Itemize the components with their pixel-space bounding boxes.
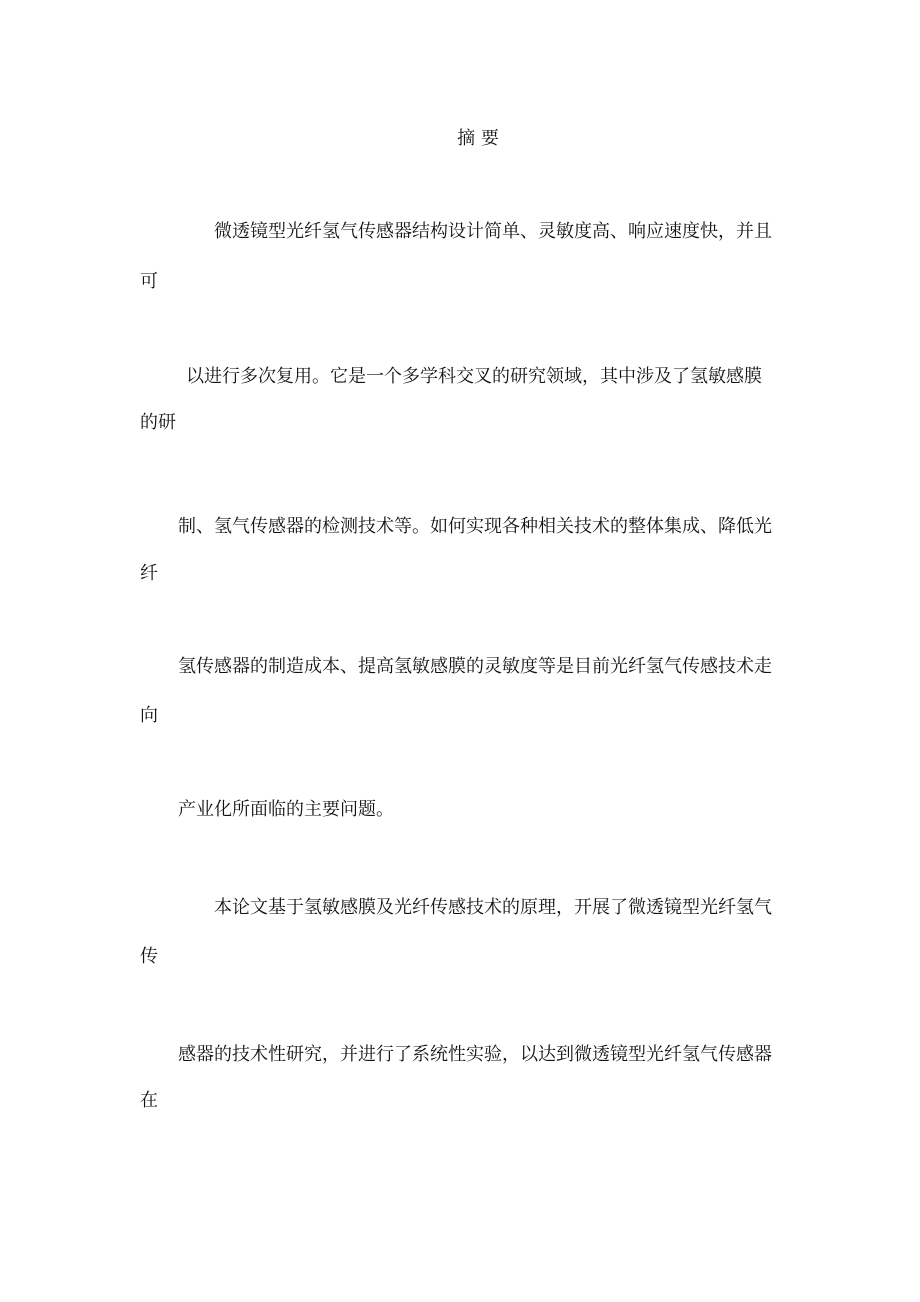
text-line-4: 的研 (140, 412, 176, 433)
text-line-10: 本论文基于氢敏感膜及光纤传感技术的原理，开展了微透镜型光纤氢气 (214, 897, 772, 918)
text-line-6: 纤 (140, 563, 158, 584)
text-line-8: 向 (140, 705, 158, 726)
text-line-9: 产业化所面临的主要问题。 (178, 799, 394, 820)
text-line-5: 制、氢气传感器的检测技术等。如何实现各种相关技术的整体集成、降低光 (178, 516, 772, 537)
text-line-11: 传 (140, 946, 158, 967)
text-line-13: 在 (140, 1090, 158, 1111)
text-line-1: 微透镜型光纤氢气传感器结构设计简单、灵敏度高、响应速度快，并且 (214, 221, 772, 242)
text-line-3: 以进行多次复用。它是一个多学科交叉的研究领域，其中涉及了氢敏感膜 (186, 366, 762, 387)
text-line-12: 感器的技术性研究，并进行了系统性实验，以达到微透镜型光纤氢气传感器 (178, 1044, 772, 1065)
text-line-2: 可 (140, 271, 158, 292)
text-line-7: 氢传感器的制造成本、提高氢敏感膜的灵敏度等是目前光纤氢气传感技术走 (178, 656, 772, 677)
abstract-title: 摘 要 (457, 128, 499, 149)
